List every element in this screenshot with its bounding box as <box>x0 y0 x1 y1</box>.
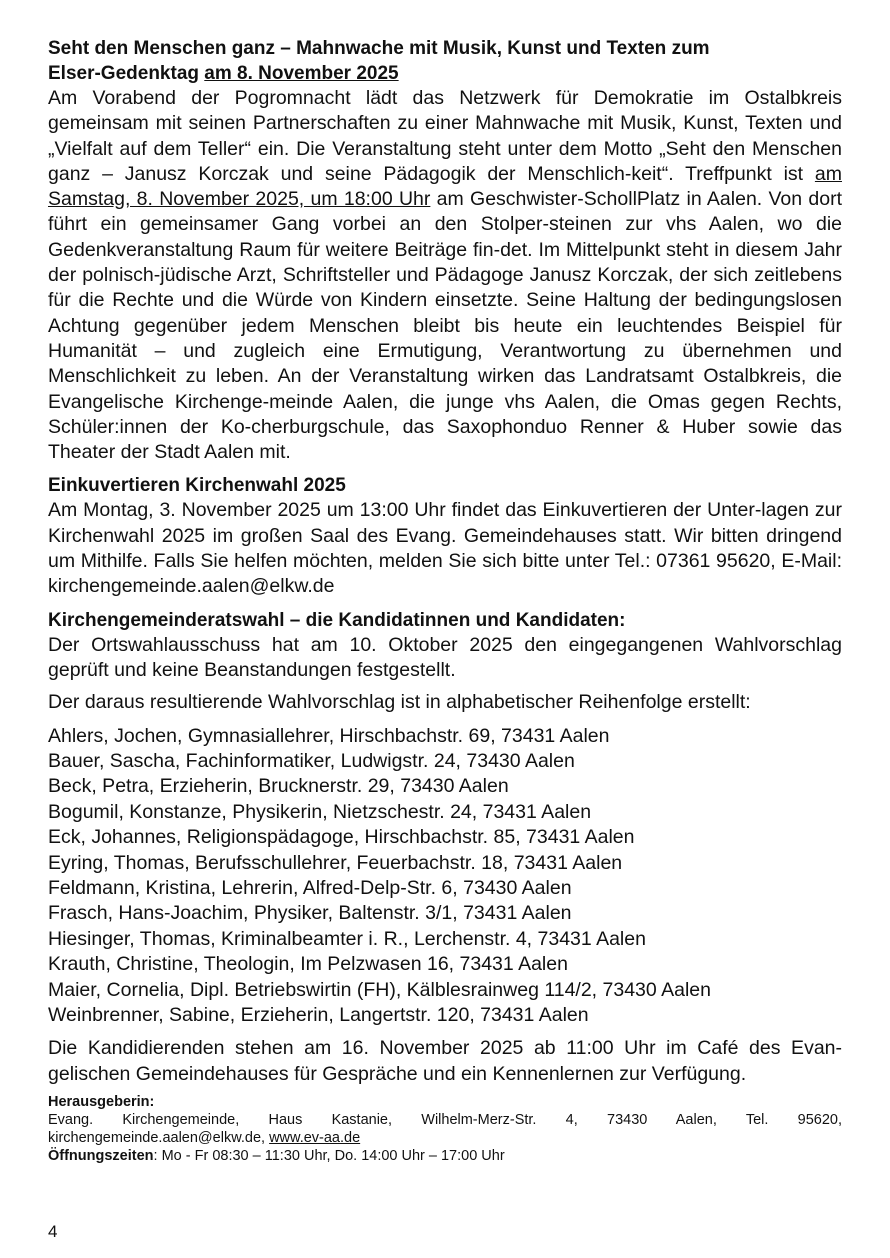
article-mahnwache-title <box>48 36 842 86</box>
imprint <box>48 1093 842 1165</box>
article-kandidaten-order: Der daraus resultierende Wahlvorschlag ist in alphabetischer Reihenfolge erstellt: <box>48 691 751 714</box>
list-item: Frasch, Hans-Joachim, Physiker, Baltenstr. 3/1, 73431 Aalen <box>48 902 572 925</box>
page-number: 4 <box>48 1222 58 1241</box>
article-kandidaten-intro: Der Ortswahlausschuss hat am 10. Oktober 2025 den eingegangenen Wahlvorschlag geprüft und keine Beanstandungen festgestellt. <box>48 633 842 681</box>
article-kandidaten-title: Kirchengemeinderatswahl – die Kandidatinnen und Kandidaten: <box>48 609 626 631</box>
list-item: Ahlers, Jochen, Gymnasiallehrer, Hirschbachstr. 69, 73431 Aalen <box>48 724 610 747</box>
list-item: Krauth, Christine, Theologin, Im Pelzwasen 16, 73431 Aalen <box>48 953 568 976</box>
list-item: Beck, Petra, Erzieherin, Brucknerstr. 29, 73430 Aalen <box>48 775 509 798</box>
list-item: Eyring, Thomas, Berufsschullehrer, Feuerbachstr. 18, 73431 Aalen <box>48 851 623 874</box>
body-event-date: am Samstag, 8. November 2025, um 18:00 Uhr <box>48 162 842 211</box>
list-item: Eck, Johannes, Religionspädagoge, Hirschbachstr. 85, 73431 Aalen <box>48 826 635 849</box>
list-item: Weinbrenner, Sabine, Erzieherin, Langertstr. 120, 73431 Aalen <box>48 1004 589 1026</box>
article-kandidaten <box>48 608 842 1087</box>
list-item: Maier, Cornelia, Dipl. Betriebswirtin (FH), Kälblesrainweg 114/2, 73430 Aalen <box>48 978 711 1001</box>
imprint-contact <box>48 1129 842 1147</box>
website-link[interactable]: www.ev-aa.de <box>269 1130 361 1146</box>
title-line-2: Elser-Gedenktag <box>48 63 205 84</box>
title-line-1: Seht den Menschen ganz – Mahnwache mit Musik, Kunst und Texten zum <box>48 38 710 59</box>
imprint-address: Evang. Kirchengemeinde, Haus Kastanie, Wilhelm-Merz-Str. 4, 73430 Aalen, Tel. 95620, <box>48 1112 842 1128</box>
body-part-b: am Geschwister-SchollPlatz in Aalen. Von dort führt ein gemeinsamer Gang vorbei an den Stolper-steinen zur vhs Aalen, wo die Gedenkveranstaltung Raum für weitere Beiträge fin-det. Im Mittelpunkt steht in diesem Jahr der polnisch-jüdische Arzt, Schriftsteller und Pädagoge Janusz Korczak, der sich zeitlebens für die Rechte und die Würde von Kindern einsetzte. Seine Haltung der bedingungslosen Achtung gegenüber jedem Menschen bleibt bis heute ein leuchtendes Beispiel für Humanität – und zugleich eine Ermutigung, Verantwortung zu übernehmen und Menschlichkeit zu leben. An der Veranstaltung wirken das Landratsamt Ostalbkreis, die Evangelische Kirchenge-meinde Aalen, die junge vhs Aalen, die Omas gegen Rechts, Schüler:innen der Ko-cherburgschule, das Saxophonduo Renner & Huber sowie das Theater der Stadt Aalen mit. <box>48 188 842 464</box>
imprint-label: Herausgeberin: <box>48 1094 155 1110</box>
imprint-hours <box>48 1147 842 1165</box>
newsletter-page <box>48 36 842 1165</box>
hours-text: : Mo - Fr 08:30 – 11:30 Uhr, Do. 14:00 Uhr – 17:00 Uhr <box>153 1148 505 1164</box>
article-kandidaten-closing: Die Kandidierenden stehen am 16. November 2025 ab 11:00 Uhr im Café des Evan-gelischen Gemeindehauses für Gespräche und ein Kennenlernen zur Verfügung. <box>48 1037 842 1085</box>
article-einkuvertieren <box>48 473 842 599</box>
article-mahnwache-body <box>48 86 842 465</box>
article-einkuvertieren-title: Einkuvertieren Kirchenwahl 2025 <box>48 475 346 497</box>
imprint-email: kirchengemeinde.aalen@elkw.de, <box>48 1130 270 1146</box>
article-einkuvertieren-body: Am Montag, 3. November 2025 um 13:00 Uhr findet das Einkuvertieren der Unter-lagen zur Kirchenwahl 2025 im großen Saal des Evang. Gemeindehauses statt. Wir bitten dringend um Mithilfe. Falls Sie helfen möchten, melden Sie sich bitte unter Tel.: 07361 95620, E-Mail: kirchengemeinde.aalen@elkw.de <box>48 499 842 598</box>
list-item: Feldmann, Kristina, Lehrerin, Alfred-Delp-Str. 6, 73430 Aalen <box>48 876 572 899</box>
list-item: Bauer, Sascha, Fachinformatiker, Ludwigstr. 24, 73430 Aalen <box>48 749 575 772</box>
article-mahnwache <box>48 36 842 465</box>
title-date: am 8. November 2025 <box>204 63 399 84</box>
hours-label: Öffnungszeiten <box>48 1148 154 1164</box>
list-item: Hiesinger, Thomas, Kriminalbeamter i. R., Lerchenstr. 4, 73431 Aalen <box>48 927 646 950</box>
candidate-list <box>48 724 842 1029</box>
list-item: Bogumil, Konstanze, Physikerin, Nietzschestr. 24, 73431 Aalen <box>48 800 592 823</box>
body-part-a: Am Vorabend der Pogromnacht lädt das Netzwerk für Demokratie im Ostalbkreis gemeinsam mit seinen Partnerschaften zu einer Mahnwache mit Musik, Kunst, Texten und „Vielfalt auf dem Teller“ ein. Die Veranstaltung steht unter dem Motto „Seht den Menschen ganz – Janusz Korczak und seine Pädagogik der Menschlich-keit“. Treffpunkt ist <box>48 87 842 185</box>
